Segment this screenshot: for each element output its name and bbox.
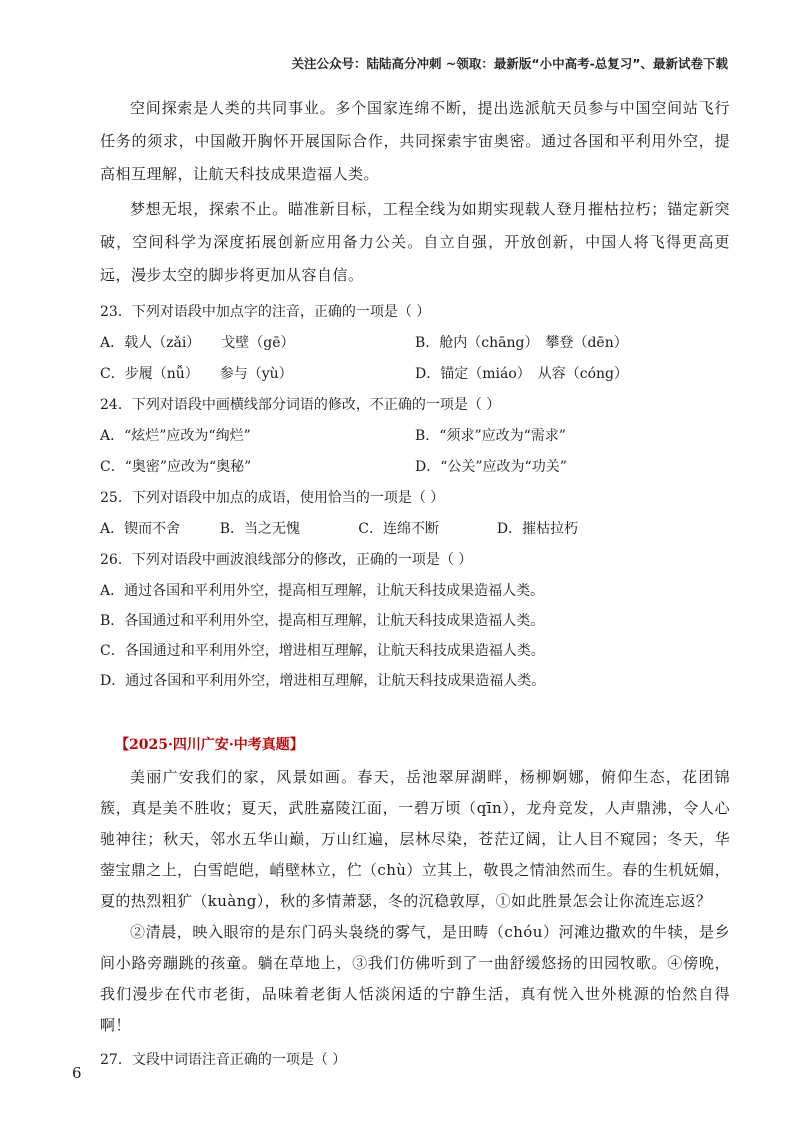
question-26-option-c: C．各国通过和平利用外空，增进相互理解，让航天科技成果造福人类。 [100,643,545,659]
question-23 [100,301,730,385]
page-number: 6 [72,1064,82,1082]
question-26-option-b: B．各国通过和平利用外空，提高相互理解，让航天科技成果造福人类。 [100,613,545,629]
question-23-option-c: C．步履（nǚ） 参与（yù） [100,366,293,382]
question-24-stem: 24．下列对语段中画横线部分词语的修改，不正确的一项是（ ） [100,397,501,413]
question-26-option-d: D．通过各国和平利用外空，增进相互理解，让航天科技成果造福人类。 [100,673,546,689]
question-26-option-a: A．通过各国和平利用外空，提高相互理解，让航天科技成果造福人类。 [100,583,545,599]
question-24-option-c: C．“奥密”应改为“奥秘” [100,459,252,475]
question-27-stem: 27．文段中词语注音正确的一项是（ ） [100,1052,347,1068]
question-26-options [100,580,730,700]
question-23-option-b: B．舱内（chāng） 攀登（dēn） [415,335,628,351]
question-26-stem: 26．下列对语段中画波浪线部分的修改，正确的一项是（ ） [100,552,473,568]
question-23-option-d: D．锚定（miáo） 从容（cóng） [415,366,629,382]
question-24-option-a: A．“炫烂”应改为“绚烂” [100,428,251,444]
question-24-options [100,425,730,447]
question-23-option-a: A．载人（zǎi） 戈壁（gē） [100,335,295,351]
passage2-paragraph2: ②清晨，映入眼帘的是东门码头袅绕的雾气，是田畴（chóu）河滩边撒欢的牛犊，是乡间小路旁蹦跳的孩童。躺在草地上，③我们仿佛听到了一曲舒缓悠扬的田园牧歌。④傍晚，我们漫步在代市老街，品味着老街人恬淡闲适的宁静生活，真有恍入世外桃源的怡然自得啊！ [100,923,730,1034]
question-26 [100,549,730,700]
passage1-paragraph2: 梦想无垠，探索不止。瞄准新目标，工程全线为如期实现载人登月摧枯拉朽；锚定新突破，空间科学为深度拓展创新应用备力公关。自立自强，开放创新，中国人将飞得更高更远，漫步太空的脚步将更加从容自信。 [100,200,730,284]
document-body [100,92,730,1071]
question-25 [100,487,730,540]
question-25-option-a: A．锲而不舍 [100,521,181,537]
question-23-options-row2 [100,363,730,385]
passage2-paragraph1: 美丽广安我们的家，风景如画。春天，岳池翠屏湖畔，杨柳婀娜，俯仰生态，花团锦簇，真是美不胜收；夏天，武胜嘉陵江面，一碧万顷（qīn），龙舟竞发，人声鼎沸，令人心驰神往；秋天，邻水五华山巅，万山红遍，层林尽染，苍茫辽阔，让人目不窥园；冬天，华蓥宝鼎之上，白雪皑皑，峭壁林立，伫（chù）立其上，敬畏之情油然而生。春的生机妩媚，夏的热烈粗犷（kuàng），秋的多情萧瑟，冬的沉稳敦厚，①如此胜景怎会让你流连忘返？ [100,768,730,910]
question-24-option-b: B．“须求”应改为“需求” [415,428,566,444]
page-header: 关注公众号：陆陆高分冲刺 ~领取：最新版“小中高考-总复习”、最新试卷下载 [291,56,728,71]
question-24 [100,394,730,478]
question-23-options [100,332,730,354]
section-source-tag: 【2025·四川广安·中考真题】 [115,737,304,753]
question-23-stem: 23．下列对语段中加点字的注音，正确的一项是（ ） [100,304,431,320]
question-25-option-d: D．摧枯拉朽 [496,521,579,537]
question-25-options [100,518,730,540]
question-25-stem: 25．下列对语段中加点的成语，使用恰当的一项是（ ） [100,490,445,506]
passage1-paragraph1: 空间探索是人类的共同事业。多个国家连绵不断，提出选派航天员参与中国空间站飞行任务的须求，中国敞开胸怀开展国际合作，共同探索宇宙奥密。通过各国和平利用外空，提高相互理解，让航天科技成果造福人类。 [100,99,730,183]
question-24-options-row2 [100,456,730,478]
question-24-option-d: D．“公关”应改为“功关” [415,459,567,475]
question-25-option-c: C．连绵不断 [358,521,439,537]
question-25-option-b: B．当之无愧 [219,521,300,537]
